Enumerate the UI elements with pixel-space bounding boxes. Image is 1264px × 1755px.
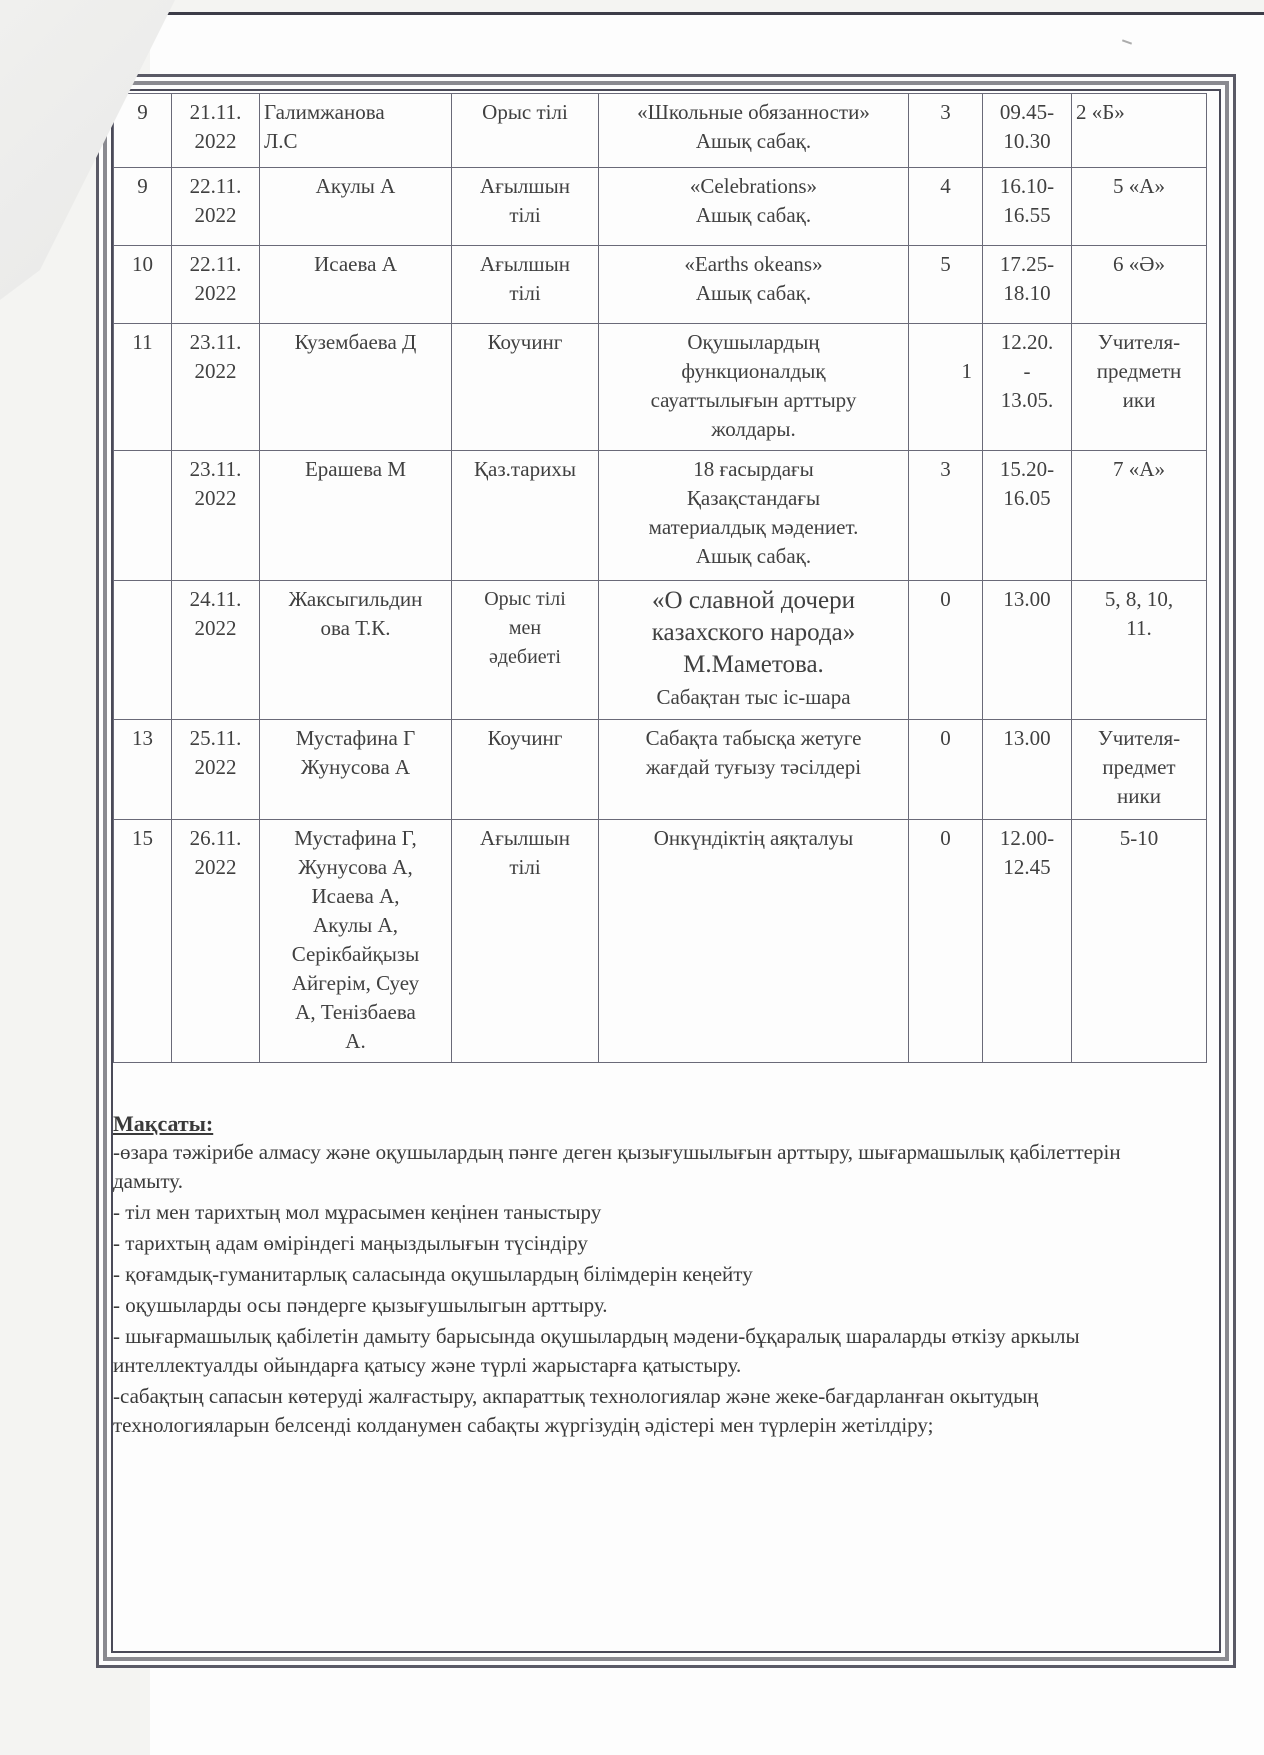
date-cell-line: 23.11. bbox=[189, 457, 242, 481]
topic-cell bbox=[599, 451, 909, 581]
teacher-cell-line: Кузембаева Д bbox=[294, 330, 417, 354]
subject-cell-line: Коучинг bbox=[487, 726, 563, 750]
teacher-cell-line: Акулы А bbox=[315, 174, 396, 198]
date-cell bbox=[172, 168, 260, 246]
class-cell bbox=[1072, 94, 1207, 168]
class-cell-line: предмет bbox=[1102, 755, 1176, 779]
class-cell bbox=[1072, 581, 1207, 720]
topic-cell-line: Сабақта табысқа жетуге bbox=[645, 726, 862, 750]
teacher-cell-line: Л.С bbox=[264, 129, 298, 153]
topic-cell-line: Ашық сабақ. bbox=[695, 203, 812, 227]
time-cell-line: 13.00 bbox=[1003, 587, 1051, 611]
subject-cell bbox=[452, 168, 599, 246]
teacher-cell bbox=[260, 581, 452, 720]
scan-speck bbox=[1122, 39, 1132, 44]
table-row bbox=[114, 168, 1207, 246]
class-cell bbox=[1072, 168, 1207, 246]
topic-cell bbox=[599, 720, 909, 820]
topic-cell-line: материалдық мәдениет. bbox=[648, 515, 859, 539]
topic-cell-line: сауаттылығын арттыру bbox=[650, 388, 857, 412]
time-cell-line: 09.45- bbox=[999, 100, 1055, 124]
subject-cell bbox=[452, 451, 599, 581]
topic-cell bbox=[599, 246, 909, 324]
subject-cell bbox=[452, 324, 599, 451]
topic-cell bbox=[599, 581, 909, 720]
topic-cell-line: функционалдық bbox=[681, 359, 826, 383]
class-cell-line: 5 «А» bbox=[1113, 174, 1165, 198]
date-cell-line: 26.11. bbox=[189, 826, 242, 850]
topic-cell-line: «Earths okeans» bbox=[684, 252, 823, 276]
time-cell-line: 17.25- bbox=[999, 252, 1055, 276]
subject-cell bbox=[452, 94, 599, 168]
table-row bbox=[114, 94, 1207, 168]
topic-cell-line: Онкүндіктің аяқталуы bbox=[653, 826, 854, 850]
teacher-cell-line: А, Тенізбаева bbox=[295, 1000, 416, 1024]
goal-item: - қоғамдық-гуманитарлық саласында оқушылардың білімдерін кеңейту bbox=[113, 1262, 753, 1286]
time-cell bbox=[983, 324, 1072, 451]
document-content bbox=[113, 93, 1219, 1442]
goals-list bbox=[113, 1138, 1189, 1440]
topic-cell-line: «Celebrations» bbox=[689, 174, 818, 198]
time-cell bbox=[983, 820, 1072, 1063]
topic-cell-line: 18 ғасырдағы bbox=[693, 457, 814, 481]
date-cell-line: 24.11. bbox=[189, 587, 242, 611]
topic-cell-line: Қазақстандағы bbox=[686, 486, 821, 510]
topic-cell bbox=[599, 168, 909, 246]
date-cell bbox=[172, 581, 260, 720]
class-cell-line: 5-10 bbox=[1119, 826, 1159, 850]
date-cell-line: 2022 bbox=[194, 129, 237, 153]
date-cell bbox=[172, 820, 260, 1063]
table-row bbox=[114, 246, 1207, 324]
topic-cell bbox=[599, 94, 909, 168]
teacher-cell-line: ова Т.К. bbox=[320, 616, 391, 640]
teacher-cell-line: Исаева А, bbox=[311, 884, 400, 908]
lesson-number-cell: 3 bbox=[909, 451, 983, 581]
date-cell bbox=[172, 720, 260, 820]
date-cell-line: 22.11. bbox=[189, 174, 242, 198]
time-cell-line: 12.20. bbox=[1000, 330, 1054, 354]
class-cell-line: 6 «Ә» bbox=[1113, 252, 1165, 276]
teacher-cell-line: Мустафина Г, bbox=[294, 826, 417, 850]
table-row bbox=[114, 581, 1207, 720]
teacher-cell bbox=[260, 720, 452, 820]
teacher-cell-line: Жунусова А, bbox=[298, 855, 413, 879]
time-cell bbox=[983, 581, 1072, 720]
lesson-number-cell: 3 bbox=[909, 94, 983, 168]
subject-cell-line: Қаз.тарихы bbox=[474, 457, 576, 481]
topic-cell-line: Ашық сабақ. bbox=[695, 544, 812, 568]
lesson-number-cell: 0 bbox=[909, 820, 983, 1063]
class-cell-line: Учителя- bbox=[1097, 726, 1181, 750]
date-cell-line: 2022 bbox=[194, 359, 237, 383]
goal-item: -өзара тәжірибе алмасу және оқушылардың пәнге деген қызығушылығын арттыру, шығармашылық қабілеттерін дамыту. bbox=[113, 1140, 1121, 1193]
date-cell-line: 2022 bbox=[194, 486, 237, 510]
schedule-table-body bbox=[114, 94, 1207, 1063]
teacher-cell-line: Жунусова А bbox=[300, 755, 411, 779]
date-cell-line: 2022 bbox=[194, 281, 237, 305]
class-cell-line: предметн bbox=[1096, 359, 1182, 383]
date-cell-line: 2022 bbox=[194, 616, 237, 640]
topic-cell-line: Оқушылардың bbox=[687, 330, 820, 354]
date-cell-line: 23.11. bbox=[189, 330, 242, 354]
table-row bbox=[114, 820, 1207, 1063]
time-cell-line: 12.45 bbox=[1003, 855, 1051, 879]
lesson-number-cell: 4 bbox=[909, 168, 983, 246]
subject-cell bbox=[452, 581, 599, 720]
topic-cell-line: жағдай туғызу тәсілдері bbox=[645, 755, 862, 779]
teacher-cell bbox=[260, 246, 452, 324]
schedule-table bbox=[113, 93, 1207, 1063]
date-cell-line: 2022 bbox=[194, 755, 237, 779]
topic-cell-line: «Школьные обязанности» bbox=[637, 100, 870, 124]
date-cell bbox=[172, 451, 260, 581]
row-number: 9 bbox=[114, 94, 172, 168]
subject-cell-line: тілі bbox=[509, 203, 541, 227]
time-cell bbox=[983, 94, 1072, 168]
time-cell-line: 15.20- bbox=[999, 457, 1055, 481]
teacher-cell-line: Ерашева М bbox=[304, 457, 407, 481]
row-number bbox=[114, 581, 172, 720]
date-cell-line: 25.11. bbox=[189, 726, 242, 750]
teacher-cell-line: Жаксыгильдин bbox=[288, 587, 423, 611]
topic-note: Сабақтан тыс іс-шара bbox=[656, 685, 851, 709]
teacher-cell bbox=[260, 324, 452, 451]
time-cell-line: 16.55 bbox=[1003, 203, 1051, 227]
topic-cell-line: Ашық сабақ. bbox=[695, 281, 812, 305]
class-cell bbox=[1072, 324, 1207, 451]
subject-cell-line: Ағылшын bbox=[480, 252, 570, 276]
subject-cell-line: Орыс тілі bbox=[484, 588, 566, 610]
subject-cell-line: тілі bbox=[509, 855, 541, 879]
lesson-number-cell: 0 bbox=[909, 720, 983, 820]
table-row bbox=[114, 720, 1207, 820]
subject-cell-line: мен bbox=[508, 617, 542, 639]
class-cell bbox=[1072, 720, 1207, 820]
teacher-cell-line: Акулы А, bbox=[313, 913, 398, 937]
time-cell-line: 13.00 bbox=[1003, 726, 1051, 750]
time-cell-line: 16.10- bbox=[999, 174, 1055, 198]
subject-cell-line: әдебиеті bbox=[489, 646, 561, 668]
subject-cell-line: Орыс тілі bbox=[482, 100, 568, 124]
class-cell bbox=[1072, 246, 1207, 324]
goal-item: - шығармашылық қабілетін дамыту барысында оқушылардың мәдени-бұқаралық шараларды өткізу аркылы интеллектуалды ойындарға қатысу және түрлі жарыстарға қатыстыру. bbox=[113, 1324, 1080, 1377]
teacher-cell bbox=[260, 820, 452, 1063]
class-cell bbox=[1072, 820, 1207, 1063]
time-cell bbox=[983, 451, 1072, 581]
goal-item: - тарихтың адам өміріндегі маңыздылығын түсіндіру bbox=[113, 1231, 588, 1255]
topic-cell-line: казахского народа» bbox=[651, 619, 856, 646]
date-cell bbox=[172, 94, 260, 168]
time-cell-line: 13.05. bbox=[1000, 388, 1054, 412]
subject-cell-line: Коучинг bbox=[487, 330, 563, 354]
table-row bbox=[114, 451, 1207, 581]
class-cell-line: ники bbox=[1117, 784, 1161, 808]
row-number: 9 bbox=[114, 168, 172, 246]
row-number bbox=[114, 451, 172, 581]
class-cell-line: 7 «А» bbox=[1113, 457, 1165, 481]
teacher-cell-line: Исаева А bbox=[314, 252, 397, 276]
date-cell-line: 2022 bbox=[194, 203, 237, 227]
goal-item: -сабақтың сапасын көтеруді жалғастыру, акпараттық технологиялар және жеке-бағдарланған окытудың технологияларын белсенді колданумен сабақты жүргізудің әдістері мен түрлерін жетілдіру; bbox=[113, 1384, 1039, 1437]
time-cell-line: 10.30 bbox=[1003, 129, 1051, 153]
goal-item: - оқушыларды осы пәндерге қызығушылыгын арттыру. bbox=[113, 1293, 608, 1317]
table-row bbox=[114, 324, 1207, 451]
subject-cell bbox=[452, 820, 599, 1063]
topic-cell bbox=[599, 820, 909, 1063]
date-cell-line: 22.11. bbox=[189, 252, 242, 276]
time-cell bbox=[983, 168, 1072, 246]
goal-item: - тіл мен тарихтың мол мұрасымен кеңінен таныстыру bbox=[113, 1200, 602, 1224]
teacher-cell bbox=[260, 94, 452, 168]
date-cell-line: 2022 bbox=[194, 855, 237, 879]
teacher-cell-line: Галимжанова bbox=[264, 100, 385, 124]
date-cell bbox=[172, 246, 260, 324]
subject-cell bbox=[452, 720, 599, 820]
class-cell-line: ики bbox=[1122, 388, 1156, 412]
teacher-cell-line: А. bbox=[345, 1029, 366, 1053]
subject-cell-line: Ағылшын bbox=[480, 174, 570, 198]
row-number: 13 bbox=[114, 720, 172, 820]
time-cell bbox=[983, 246, 1072, 324]
class-cell-line: 2 «Б» bbox=[1076, 100, 1125, 124]
teacher-cell bbox=[260, 168, 452, 246]
topic-cell-line: «О славной дочери bbox=[652, 587, 855, 614]
time-cell-line: 16.05 bbox=[1003, 486, 1051, 510]
class-cell-line: 5, 8, 10, bbox=[1104, 587, 1174, 611]
row-number: 15 bbox=[114, 820, 172, 1063]
topic-cell-line: жолдары. bbox=[711, 417, 796, 441]
time-cell-line: 12.00- bbox=[999, 826, 1055, 850]
topic-cell-line: М.Маметова. bbox=[683, 651, 824, 678]
date-cell-line: 21.11. bbox=[189, 100, 242, 124]
time-cell bbox=[983, 720, 1072, 820]
topic-cell bbox=[599, 324, 909, 451]
subject-cell bbox=[452, 246, 599, 324]
teacher-cell-line: Айгерім, Суеу bbox=[291, 971, 420, 995]
subject-cell-line: тілі bbox=[509, 281, 541, 305]
topic-cell-line: Ашық сабақ. bbox=[695, 129, 812, 153]
goals-section bbox=[113, 1109, 1219, 1440]
lesson-number-cell: 0 bbox=[909, 581, 983, 720]
class-cell-line: Учителя- bbox=[1097, 330, 1181, 354]
time-cell-line: - bbox=[1023, 359, 1031, 383]
date-cell bbox=[172, 324, 260, 451]
class-cell-line: 11. bbox=[1126, 616, 1152, 640]
goals-title: Мақсаты: bbox=[113, 1111, 214, 1136]
teacher-cell-line: Мустафина Г bbox=[295, 726, 416, 750]
teacher-cell bbox=[260, 451, 452, 581]
time-cell-line: 18.10 bbox=[1003, 281, 1051, 305]
subject-cell-line: Ағылшын bbox=[480, 826, 570, 850]
row-number: 11 bbox=[114, 324, 172, 451]
class-cell bbox=[1072, 451, 1207, 581]
row-number: 10 bbox=[114, 246, 172, 324]
teacher-cell-line: Серікбайқызы bbox=[291, 942, 420, 966]
page-frame bbox=[96, 74, 1236, 1668]
lesson-number-cell: 1 bbox=[909, 324, 983, 451]
lesson-number-cell: 5 bbox=[909, 246, 983, 324]
